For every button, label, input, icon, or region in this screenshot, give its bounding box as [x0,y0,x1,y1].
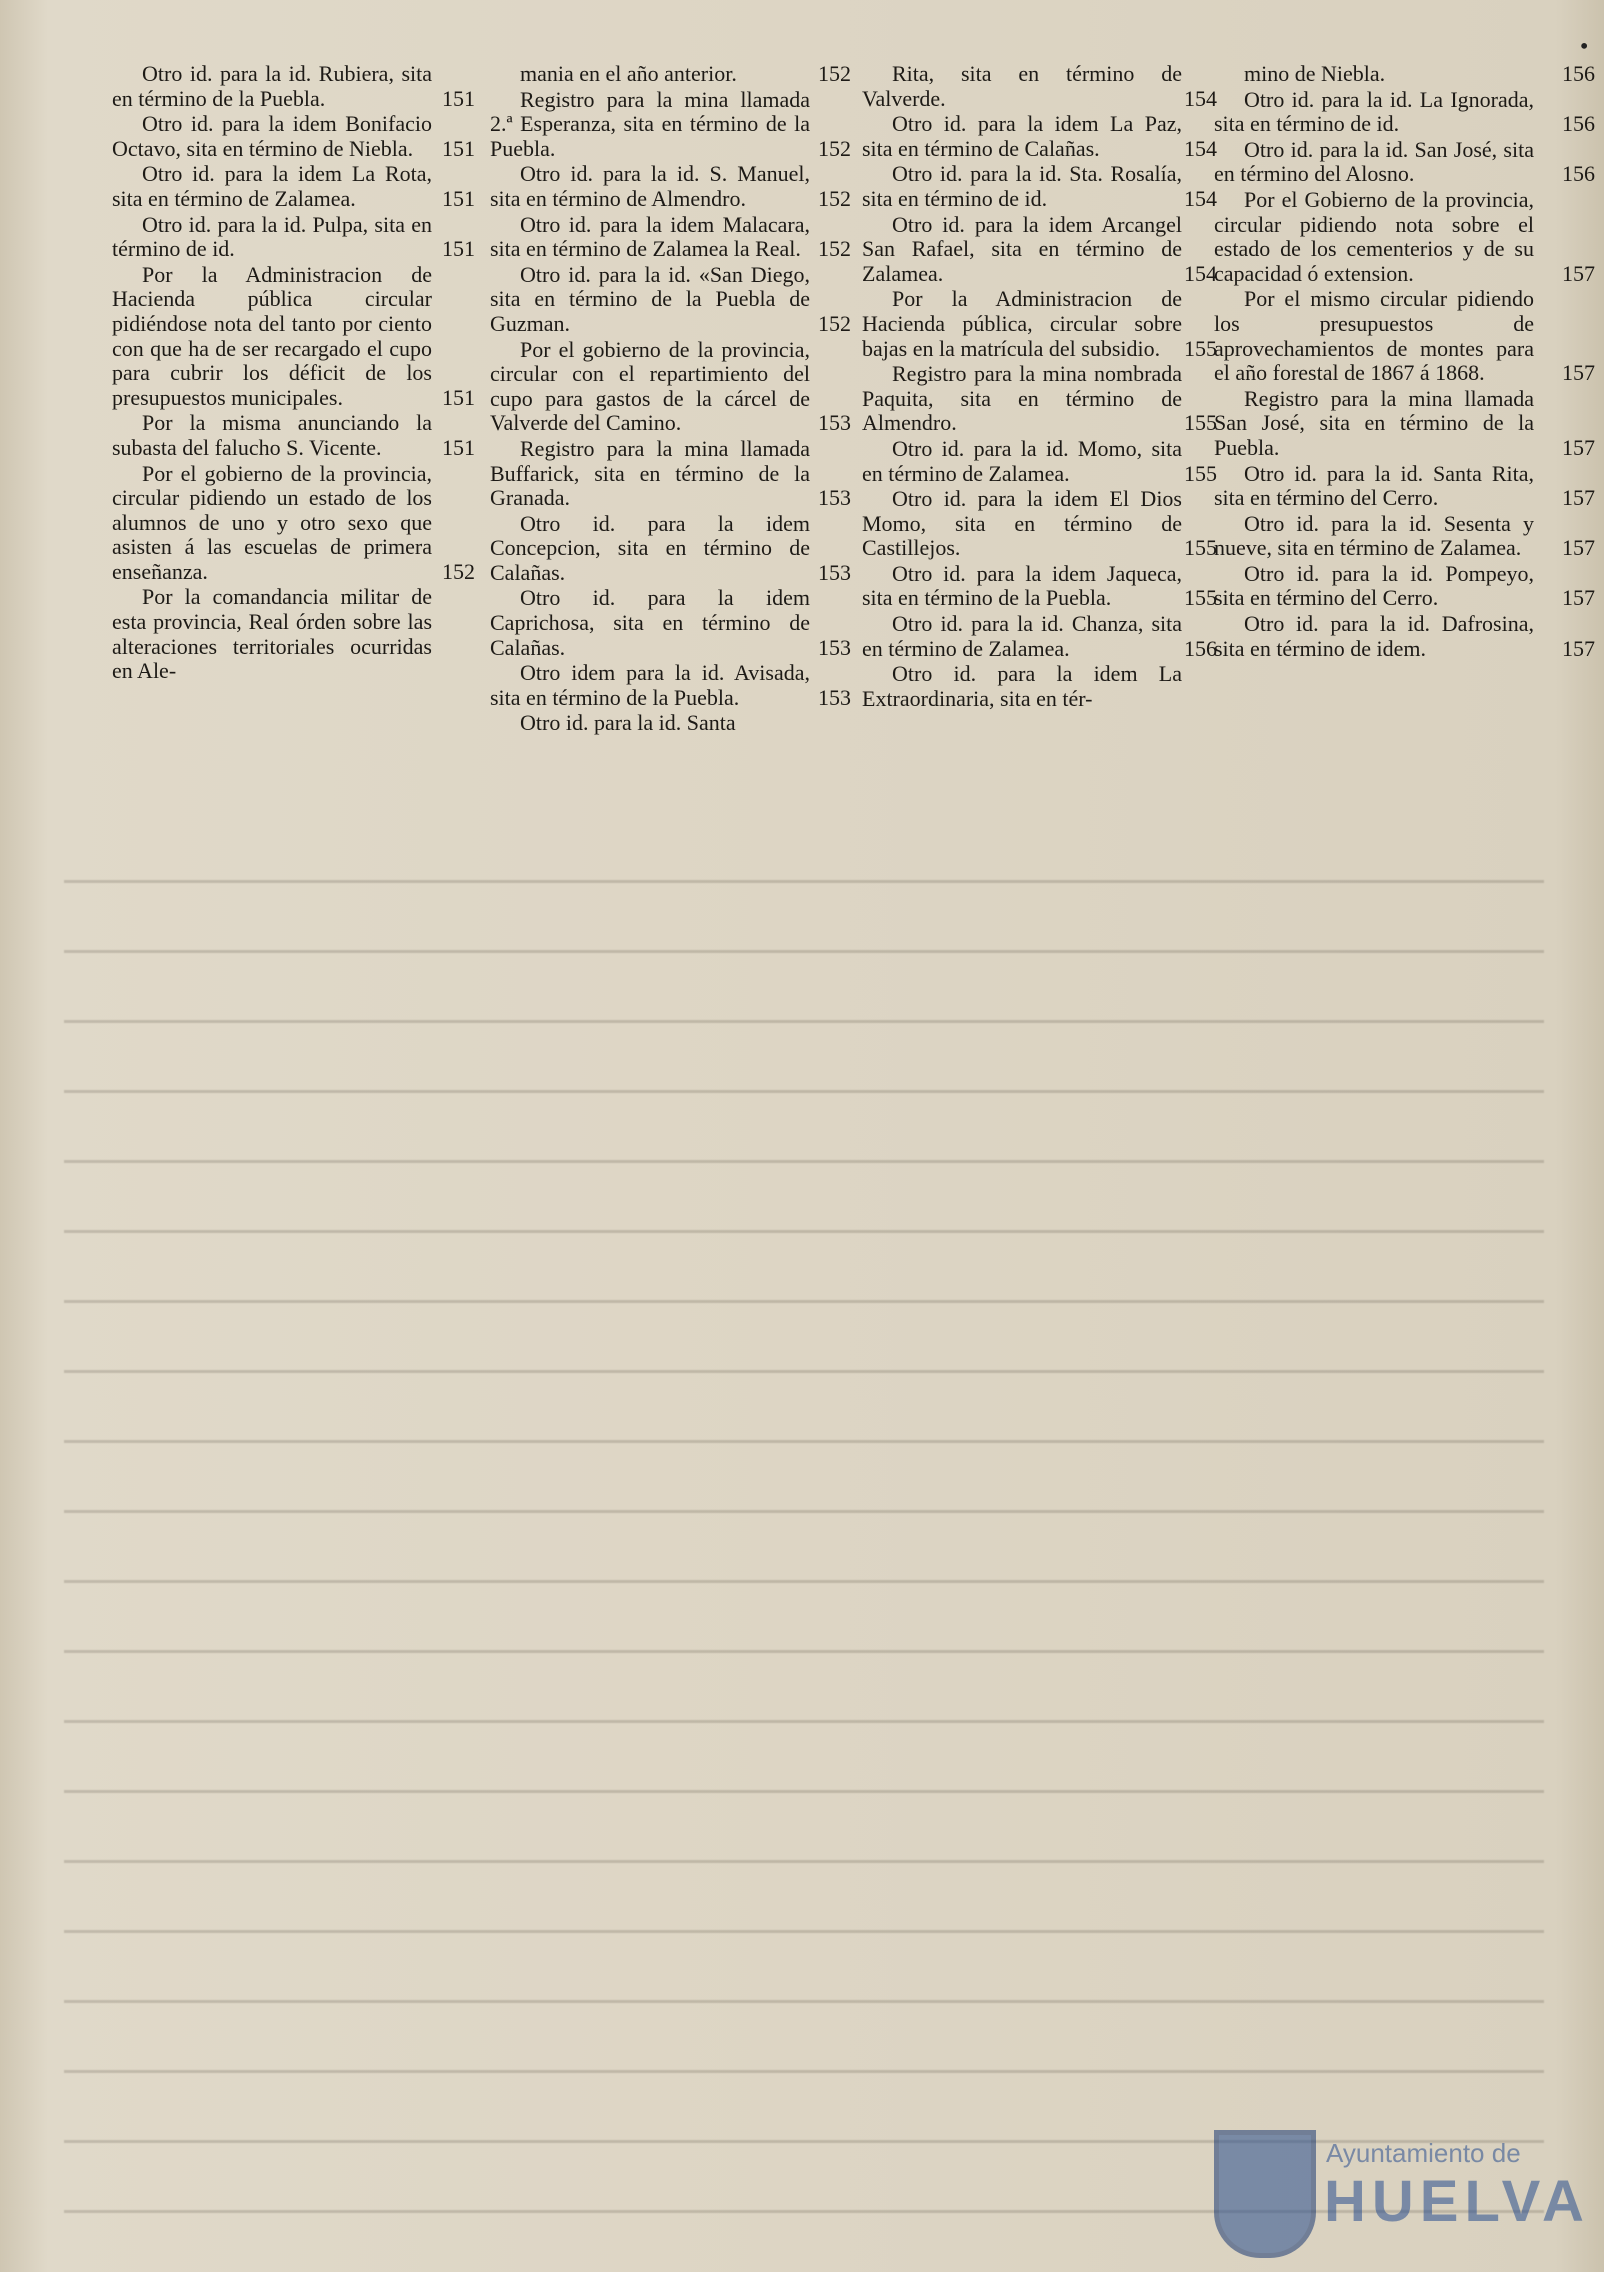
index-entry [862,662,1188,711]
page-number: 154 [1184,85,1217,111]
index-entry [490,585,851,660]
page-number: 153 [818,634,851,660]
index-entry [112,261,475,411]
entry-text: Otro id. para la idem Bonifacio Octavo, sita en término de Niebla. [112,111,432,161]
index-entry [862,560,1217,611]
text-column-2 [490,61,851,737]
corner-mark: • [1578,34,1590,58]
entry-text: Otro id. para la id. Santa Rita, sita en término del Cerro. [1214,460,1534,511]
index-entry [490,711,816,736]
entry-text: Registro para la mina nombrada Paquita, sita en término de Almendro. [862,361,1182,436]
page-number: 157 [1562,585,1595,611]
index-entry [112,460,475,585]
entry-text: Otro id. para la id. Dafrosina, sita en término de idem. [1214,611,1534,661]
index-entry [490,161,851,211]
page-number: 152 [818,185,851,211]
page-number: 157 [1562,635,1595,661]
entry-text: Otro id. para la id. S. Manuel, sita en término de Almendro. [490,161,810,211]
index-entry [490,261,851,337]
page-number: 153 [818,559,851,585]
page-number: 155 [1184,535,1217,561]
index-entry [1214,510,1595,561]
entry-text: Otro id. para la id. Pulpa, sita en término de id. [112,211,432,262]
page-number: 152 [818,310,851,336]
page-number: 153 [818,684,851,710]
entry-text: Otro id. para la idem Concepcion, sita en término de Calañas. [490,510,810,585]
page-number: 151 [442,434,475,460]
index-entry [862,161,1217,211]
index-entry [490,435,851,511]
entry-text: Otro id. para la id. San José, sita en término del Alosno. [1214,136,1534,187]
index-entry [1214,385,1595,461]
entry-text: Otro idem para la id. Avisada, sita en término de la Puebla. [490,660,810,710]
index-entry [1214,286,1595,386]
text-column-4 [1214,61,1595,662]
index-entry [1214,560,1595,611]
entry-text: Por la Administracion de Hacienda pública circular pidiéndose nota del tanto por ciento con que ha de ser recargado el cupo para cubrir los déficit de los presupuestos municipales. [112,261,432,410]
entry-text: Otro id. para la id. Sta. Rosalía, sita en término de id. [862,161,1182,211]
entry-text: mania en el año anterior. [520,61,737,86]
entry-text: Otro id. para la id. Pompeyo, sita en término del Cerro. [1214,560,1534,611]
entry-text: Registro para la mina llamada 2.ª Esperanza, sita en término de la Puebla. [490,86,810,161]
watermark-line2: HUELVA [1324,2169,1590,2234]
page-number: 157 [1562,535,1595,561]
entry-text: Otro id. para la id. La Ignorada, sita en término de id. [1214,86,1534,137]
index-entry [490,336,851,436]
index-entry [112,585,438,683]
page-number: 155 [1184,585,1217,611]
page-number: 157 [1562,360,1595,386]
page-number: 157 [1562,485,1595,511]
entry-text: Otro id. para la id. Sesenta y nueve, sita en término de Zalamea. [1214,510,1534,561]
show-through-text [0,860,1604,2272]
entry-text: Rita, sita en término de Valverde. [862,61,1182,111]
index-entry [862,286,1217,361]
entry-text: Por el gobierno de la provincia, circular con el repartimiento del cupo para gastos de la cárcel de Valverde del Camino. [490,336,810,436]
index-entry [112,111,475,161]
entry-text: Por la misma anunciando la subasta del falucho S. Vicente. [112,410,432,460]
index-entry [112,211,475,262]
index-entry [1214,611,1595,661]
text-column-3 [862,61,1217,712]
index-entry [1214,86,1595,137]
page-number: 155 [1184,460,1217,486]
page-number: 157 [1562,434,1595,460]
entry-text: Otro id. para la id. Rubiera, sita en término de la Puebla. [112,61,432,111]
page-number: 156 [1562,61,1595,86]
index-entry [862,61,1217,111]
index-entry [490,86,851,162]
page-number: 151 [442,384,475,410]
page-number: 153 [818,410,851,436]
index-entry [490,61,851,87]
entry-text: Por la Administracion de Hacienda pública, circular sobre bajas en la matrícula del subsidio. [862,286,1182,361]
index-entry [862,361,1217,436]
entry-text: Otro id. para la idem La Paz, sita en término de Calañas. [862,111,1182,161]
page-number: 155 [1184,335,1217,361]
index-entry [862,486,1217,561]
entry-text: Otro id. para la idem El Dios Momo, sita en término de Castillejos. [862,486,1182,561]
entry-text: mino de Niebla. [1244,61,1386,86]
page-number: 156 [1184,635,1217,661]
page-number: 153 [818,485,851,511]
index-entry [862,435,1217,486]
index-entry [112,61,475,111]
page-number: 155 [1184,410,1217,436]
page-number: 157 [1562,260,1595,286]
page-number: 152 [442,558,475,584]
text-column-1 [112,61,475,685]
index-entry [490,211,851,262]
index-entry [1214,186,1595,286]
page-number: 152 [818,135,851,161]
index-entry [1214,136,1595,187]
page-number: 156 [1562,111,1595,137]
entry-text: Otro id. para la idem La Extraordinaria, sita en tér- [862,661,1182,711]
entry-text: Otro id. para la idem Jaqueca, sita en término de la Puebla. [862,560,1182,611]
entry-text: Otro id. para la idem La Rota, sita en término de Zalamea. [112,161,432,211]
index-entry [862,111,1217,161]
entry-text: Registro para la mina llamada San José, sita en término de la Puebla. [1214,385,1534,460]
page-number: 156 [1562,161,1595,187]
index-entry [862,611,1217,661]
page-number: 151 [442,236,475,262]
coat-of-arms-icon [1214,2130,1316,2258]
page-number: 154 [1184,185,1217,211]
entry-text: Por el gobierno de la provincia, circular pidiendo un estado de los alumnos de uno y otro sexo que asisten á las escuelas de primera enseñanza. [112,460,432,584]
index-entry [112,161,475,211]
page-number: 152 [818,236,851,262]
page-number: 151 [442,85,475,111]
entry-text: Otro id. para la id. Chanza, sita en término de Zalamea. [862,611,1182,661]
entry-text: Otro id. para la idem Arcangel San Rafael, sita en término de Zalamea. [862,211,1182,286]
entry-text: Otro id. para la idem Caprichosa, sita en término de Calañas. [490,585,810,660]
entry-text: Otro id. para la id. Santa [520,710,736,736]
index-entry [1214,460,1595,511]
entry-text: Por el mismo circular pidiendo los presupuestos de aprovechamientos de montes para el año forestal de 1867 á 1868. [1214,286,1534,386]
page-number: 152 [818,61,851,86]
index-entry [490,510,851,586]
entry-text: Por la comandancia militar de esta provincia, Real órden sobre las alteraciones territoriales ocurridas en Ale- [112,584,432,684]
entry-text: Por el Gobierno de la provincia, circular pidiendo nota sobre el estado de los cementerios y de su capacidad ó extension. [1214,186,1534,286]
entry-text: Otro id. para la id. Momo, sita en término de Zalamea. [862,435,1182,486]
page-number: 154 [1184,135,1217,161]
entry-text: Registro para la mina llamada Buffarick, sita en término de la Granada. [490,435,810,511]
page-number: 154 [1184,260,1217,286]
entry-text: Otro id. para la idem Malacara, sita en término de Zalamea la Real. [490,211,810,262]
index-entry [862,211,1217,287]
entry-text: Otro id. para la id. «San Diego, sita en término de la Puebla de Guzman. [490,261,810,336]
page-number: 151 [442,135,475,161]
page-number: 151 [442,185,475,211]
index-entry [112,410,475,460]
ayuntamiento-huelva-watermark [1206,2118,1596,2258]
watermark-line1: Ayuntamiento de [1326,2138,1521,2168]
index-entry [1214,61,1595,87]
index-entry [490,660,851,710]
